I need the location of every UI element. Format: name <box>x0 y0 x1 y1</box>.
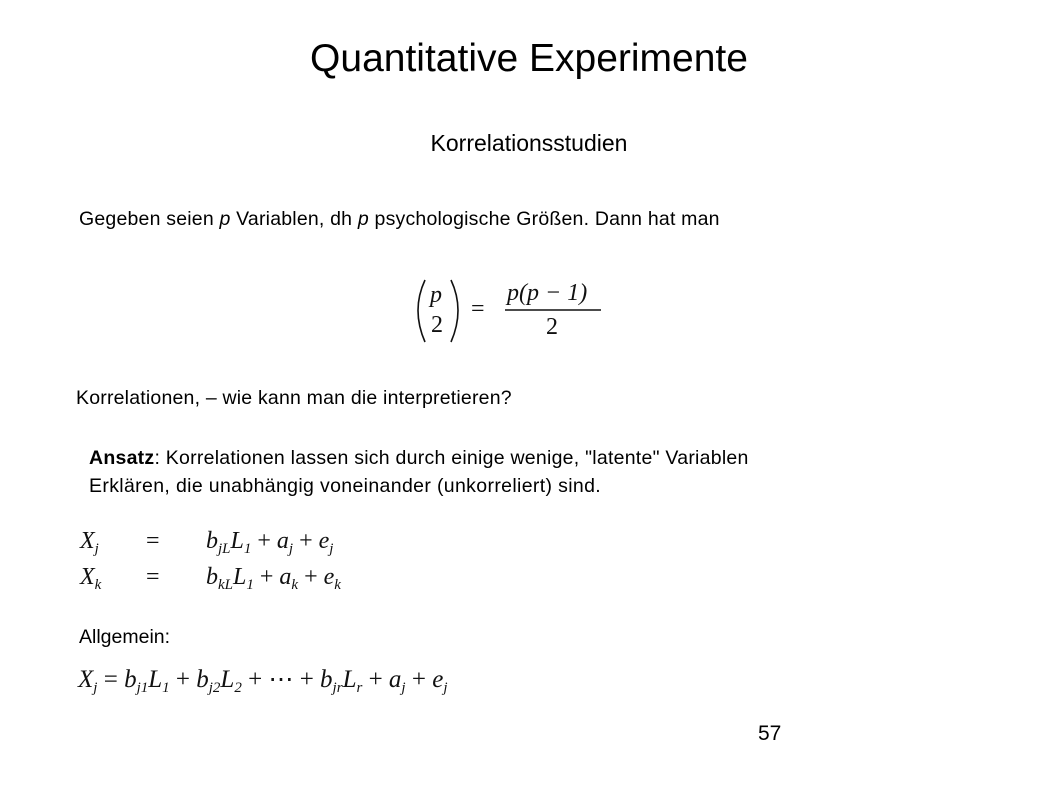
intro-var-p-1: p <box>219 208 231 230</box>
equation-row-j: $X_j$ = $b_{jL}L_1 + a_j + e_j$ <box>80 528 334 557</box>
intro-part-1: Gegeben seien <box>79 208 220 230</box>
equation-system <box>80 528 341 600</box>
ansatz-label: Ansatz <box>89 447 155 469</box>
equals-sign: = <box>146 564 160 590</box>
equation-row-k: $X_k$ = $b_{kL}L_1 + a_k + e_k$ <box>80 564 341 593</box>
intro-part-2: Variablen, dh <box>230 208 358 230</box>
slide-title: Quantitative Experimente <box>310 37 748 80</box>
binomial-bottom: 2 <box>431 312 443 338</box>
binomial-equals: = <box>471 296 485 322</box>
slide-subtitle: Korrelationsstudien <box>430 130 628 156</box>
equals-sign: = <box>146 528 160 554</box>
general-equation: $X_j = b_{j1}L_1 + b_{j2}L_2$ + ⋯ + $b_{jr}L_r + a_j + e_j$ <box>78 666 448 696</box>
ansatz-line-1 <box>89 446 749 470</box>
binomial-numerator: p(p − 1) <box>507 280 588 306</box>
general-label: Allgemein: <box>79 626 171 648</box>
question-text: Korrelationen, – wie kann man die interpretieren? <box>76 387 512 409</box>
binomial-top: p <box>430 282 442 308</box>
intro-part-3: psychologische Größen. Dann hat man <box>368 208 720 230</box>
binomial-formula <box>413 276 613 346</box>
ansatz-line-1-text: : Korrelationen lassen sich durch einige wenige, "latente" Variablen <box>154 447 749 469</box>
binomial-denominator: 2 <box>546 314 558 340</box>
ansatz-line-2: Erklären, die unabhängig voneinander (unkorreliert) sind. <box>89 475 602 497</box>
intro-var-p-2: p <box>357 208 369 230</box>
intro-text <box>79 207 720 231</box>
page-number: 57 <box>758 722 782 745</box>
